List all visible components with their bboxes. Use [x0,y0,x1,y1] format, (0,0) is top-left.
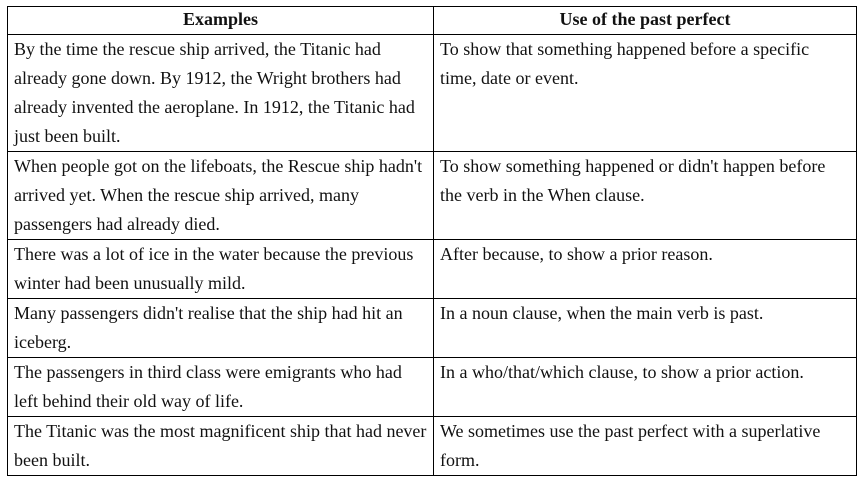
use-cell: In a noun clause, when the main verb is past. [434,299,857,358]
use-cell: We sometimes use the past perfect with a superlative form. [434,417,857,476]
table-row [8,417,857,476]
table-row [8,35,857,152]
use-cell: After because, to show a prior reason. [434,240,857,299]
use-cell: To show something happened or didn't happen before the verb in the When clause. [434,152,857,240]
table-header-row [8,7,857,35]
example-cell: The passengers in third class were emigrants who had left behind their old way of life. [8,358,434,417]
example-cell: There was a lot of ice in the water because the previous winter had been unusually mild. [8,240,434,299]
use-cell: In a who/that/which clause, to show a prior action. [434,358,857,417]
example-cell: When people got on the lifeboats, the Rescue ship hadn't arrived yet. When the rescue ship arrived, many passengers had already died. [8,152,434,240]
example-cell: Many passengers didn't realise that the ship had hit an iceberg. [8,299,434,358]
table-row [8,299,857,358]
table-row [8,152,857,240]
past-perfect-table [7,6,857,476]
column-header-examples: Examples [8,7,434,35]
table-row [8,240,857,299]
example-cell: By the time the rescue ship arrived, the Titanic had already gone down. By 1912, the Wright brothers had already invented the aeroplane. In 1912, the Titanic had just been built. [8,35,434,152]
column-header-use: Use of the past perfect [434,7,857,35]
table-row [8,358,857,417]
example-cell: The Titanic was the most magnificent ship that had never been built. [8,417,434,476]
use-cell: To show that something happened before a specific time, date or event. [434,35,857,152]
